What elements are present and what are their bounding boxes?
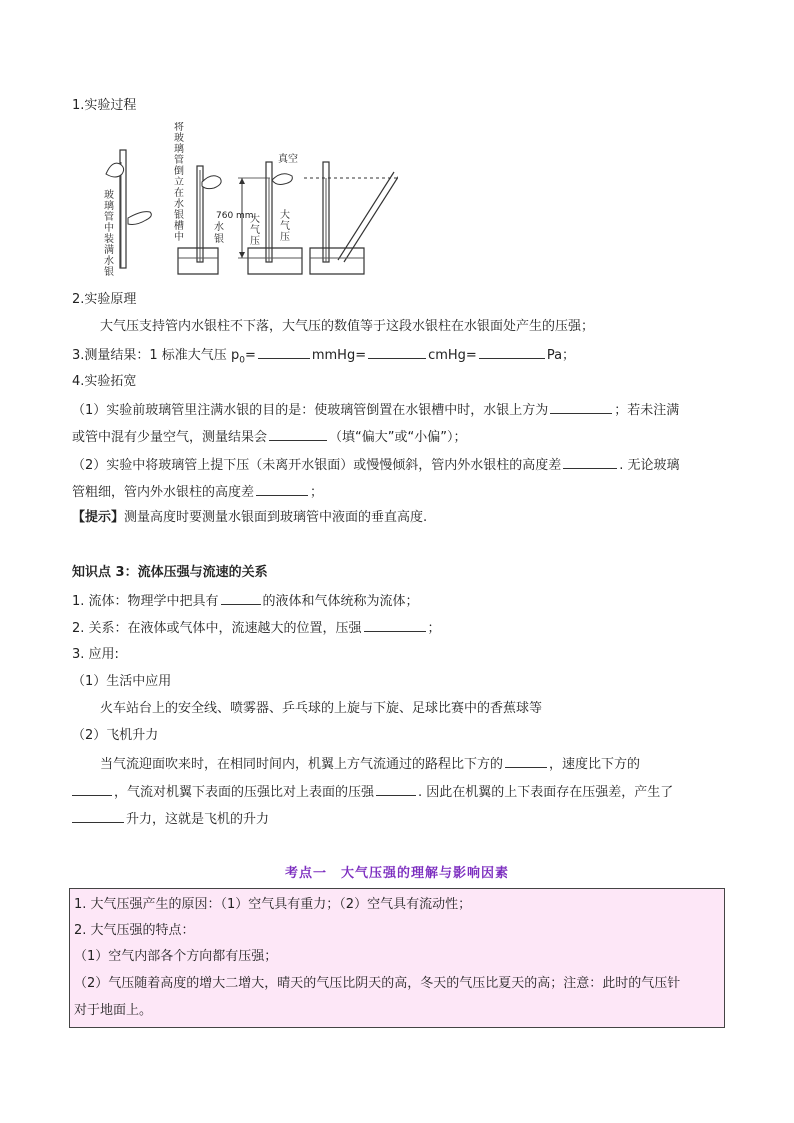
kp3-line5: 火车站台上的安全线、喷雾器、乒乓球的上旋与下旋、足球比赛中的香蕉球等 [100, 701, 543, 716]
result-unit-cmhg: cmHg= [428, 348, 477, 363]
invert-label-7: 在 [174, 188, 184, 199]
invert-label-9: 银 [174, 210, 184, 221]
ext2-text-a: （2）实验中将玻璃管上提下压（未离开水银面）或慢慢倾斜，管内外水银柱的高度差 [72, 458, 562, 473]
fill-label-7: 水 [104, 256, 114, 267]
blank-result-bias [269, 426, 327, 441]
exam-b3: （1）空气内部各个方向都有压强； [74, 949, 278, 964]
exam-b4: （2）气压随着高度的增大二增大，晴天的气压比阴天的高，冬天的气压比夏天的高；注意：此时的气压针 [74, 976, 681, 991]
invert-label-6: 立 [174, 177, 184, 188]
kp3-l2-b: ； [427, 621, 441, 636]
ext2-text-b: . 无论玻璃 [619, 458, 680, 473]
panel-measure [216, 152, 302, 274]
invert-label-5: 倒 [174, 166, 184, 177]
mercury-label-2: 银 [214, 234, 224, 245]
process-title: 1.实验过程 [72, 98, 137, 113]
kp3-line7 [100, 753, 640, 775]
fill-label-1: 玻 [104, 190, 114, 201]
blank-cmhg [368, 344, 426, 359]
exam-b2: 2. 大气压强的特点： [74, 923, 195, 938]
ext1-line2 [72, 426, 466, 448]
principle-text: 大气压支持管内水银柱不下落，大气压的数值等于这段水银柱在水银面处产生的压强； [100, 319, 595, 334]
exam-b5: 对于地面上。 [74, 1003, 153, 1018]
kp3-line9 [72, 808, 269, 830]
fill-label-5: 装 [104, 234, 114, 245]
ext2-line1 [72, 454, 680, 476]
blank-path [505, 753, 547, 768]
kp3-line4: （1）生活中应用 [72, 674, 172, 689]
result-line [72, 344, 575, 371]
invert-label-2: 玻 [174, 133, 184, 144]
invert-label-10: 槽 [174, 221, 184, 232]
exam-point-title: 考点一 大气压强的理解与影响因素 [284, 866, 509, 881]
hint-label: 【提示】 [72, 510, 125, 525]
kp3-l1-b: 的液体和气体统称为流体； [262, 594, 419, 609]
invert-label-11: 中 [174, 232, 184, 243]
vacuum-label-2: 空 [288, 154, 298, 165]
blank-pressure [364, 617, 426, 632]
blank-compare [376, 781, 416, 796]
invert-label-1: 将 [174, 122, 184, 133]
ext2-text-c: 管粗细，管内外水银柱的高度差 [72, 485, 255, 500]
height-760mm-label: 760 mm [216, 211, 254, 221]
panel-invert [174, 122, 224, 274]
kp3-line2 [72, 617, 441, 639]
principle-title: 2.实验原理 [72, 292, 137, 307]
exam-point-box [69, 888, 725, 1028]
kp3-l7-a: 当气流迎面吹来时，在相同时间内，机翼上方气流通过的路程比下方的 [100, 757, 504, 772]
result-prefix: 3.测量结果：1 标准大气压 p [72, 348, 240, 363]
invert-label-3: 璃 [174, 144, 184, 155]
ext1-text-d: （填“偏大”或“小偏”）； [329, 430, 467, 445]
result-unit-pa: Pa； [546, 348, 576, 363]
ext2-text-d: ； [310, 485, 324, 500]
atm2-label-3: 压 [280, 232, 290, 243]
blank-mmhg [258, 344, 310, 359]
vacuum-label-1: 真 [278, 154, 288, 165]
kp3-l8-b: . 因此在机翼的上下表面存在压强差，产生了 [418, 785, 674, 800]
fill-label-6: 满 [104, 245, 114, 256]
atm2-label-2: 气 [280, 221, 290, 232]
result-eq: = [244, 348, 256, 363]
kp3-l2-a: 2. 关系：在液体或气体中，流速越大的位置，压强 [72, 621, 362, 636]
panel-fill-tube [104, 150, 151, 278]
kp3-line3: 3. 应用: [72, 647, 119, 662]
blank-height-diff-1 [563, 454, 617, 469]
result-unit-mmhg: mmHg= [311, 348, 367, 363]
hint-line [72, 508, 427, 528]
ext-title: 4.实验拓宽 [72, 374, 137, 389]
fill-label-4: 中 [104, 223, 114, 234]
blank-pa [479, 344, 545, 359]
blank-height-diff-2 [256, 481, 308, 496]
ext2-line2 [72, 481, 323, 503]
blank-vacuum [550, 399, 612, 414]
fill-label-8: 银 [104, 267, 114, 278]
atm1-label-3: 压 [250, 236, 260, 247]
kp3-line6: （2）飞机升力 [72, 728, 159, 743]
kp3-l8-a: ，气流对机翼下表面的压强比对上表面的压强 [114, 785, 375, 800]
kp3-l9: 升力，这就是飞机的升力 [126, 812, 270, 827]
kp3-title: 知识点 3：流体压强与流速的关系 [72, 565, 268, 580]
torricelli-experiment-figure [98, 122, 398, 278]
atm2-label-1: 大 [280, 210, 290, 221]
invert-label-4: 管 [174, 155, 184, 166]
fill-label-2: 璃 [104, 201, 114, 212]
atm1-label-1: 大 [250, 214, 260, 225]
kp3-l7-b: ，速度比下方的 [549, 757, 641, 772]
result-subscript: 0 [239, 355, 245, 366]
atm1-label-2: 气 [250, 225, 260, 236]
kp3-line8 [72, 781, 673, 803]
ext1-text-b: ；若未注满 [614, 403, 680, 418]
invert-label-8: 水 [174, 199, 184, 210]
blank-speed [72, 781, 112, 796]
ext1-text-a: （1）实验前玻璃管里注满水银的目的是：使玻璃管倒置在水银槽中时，水银上方为 [72, 403, 549, 418]
mercury-label-1: 水 [214, 222, 224, 233]
kp3-l1-a: 1. 流体：物理学中把具有 [72, 594, 219, 609]
kp3-line1 [72, 590, 419, 612]
ext1-text-c: 或管中混有少量空气，测量结果会 [72, 430, 268, 445]
blank-direction [72, 808, 124, 823]
ext1-line1 [72, 399, 679, 421]
panel-tilt [304, 162, 398, 274]
blank-fluidity [221, 590, 261, 605]
fill-label-3: 管 [104, 212, 114, 223]
hint-text: 测量高度时要测量水银面到玻璃管中液面的垂直高度. [124, 510, 428, 525]
exam-b1: 1. 大气压强产生的原因：（1）空气具有重力；（2）空气具有流动性； [74, 897, 472, 912]
